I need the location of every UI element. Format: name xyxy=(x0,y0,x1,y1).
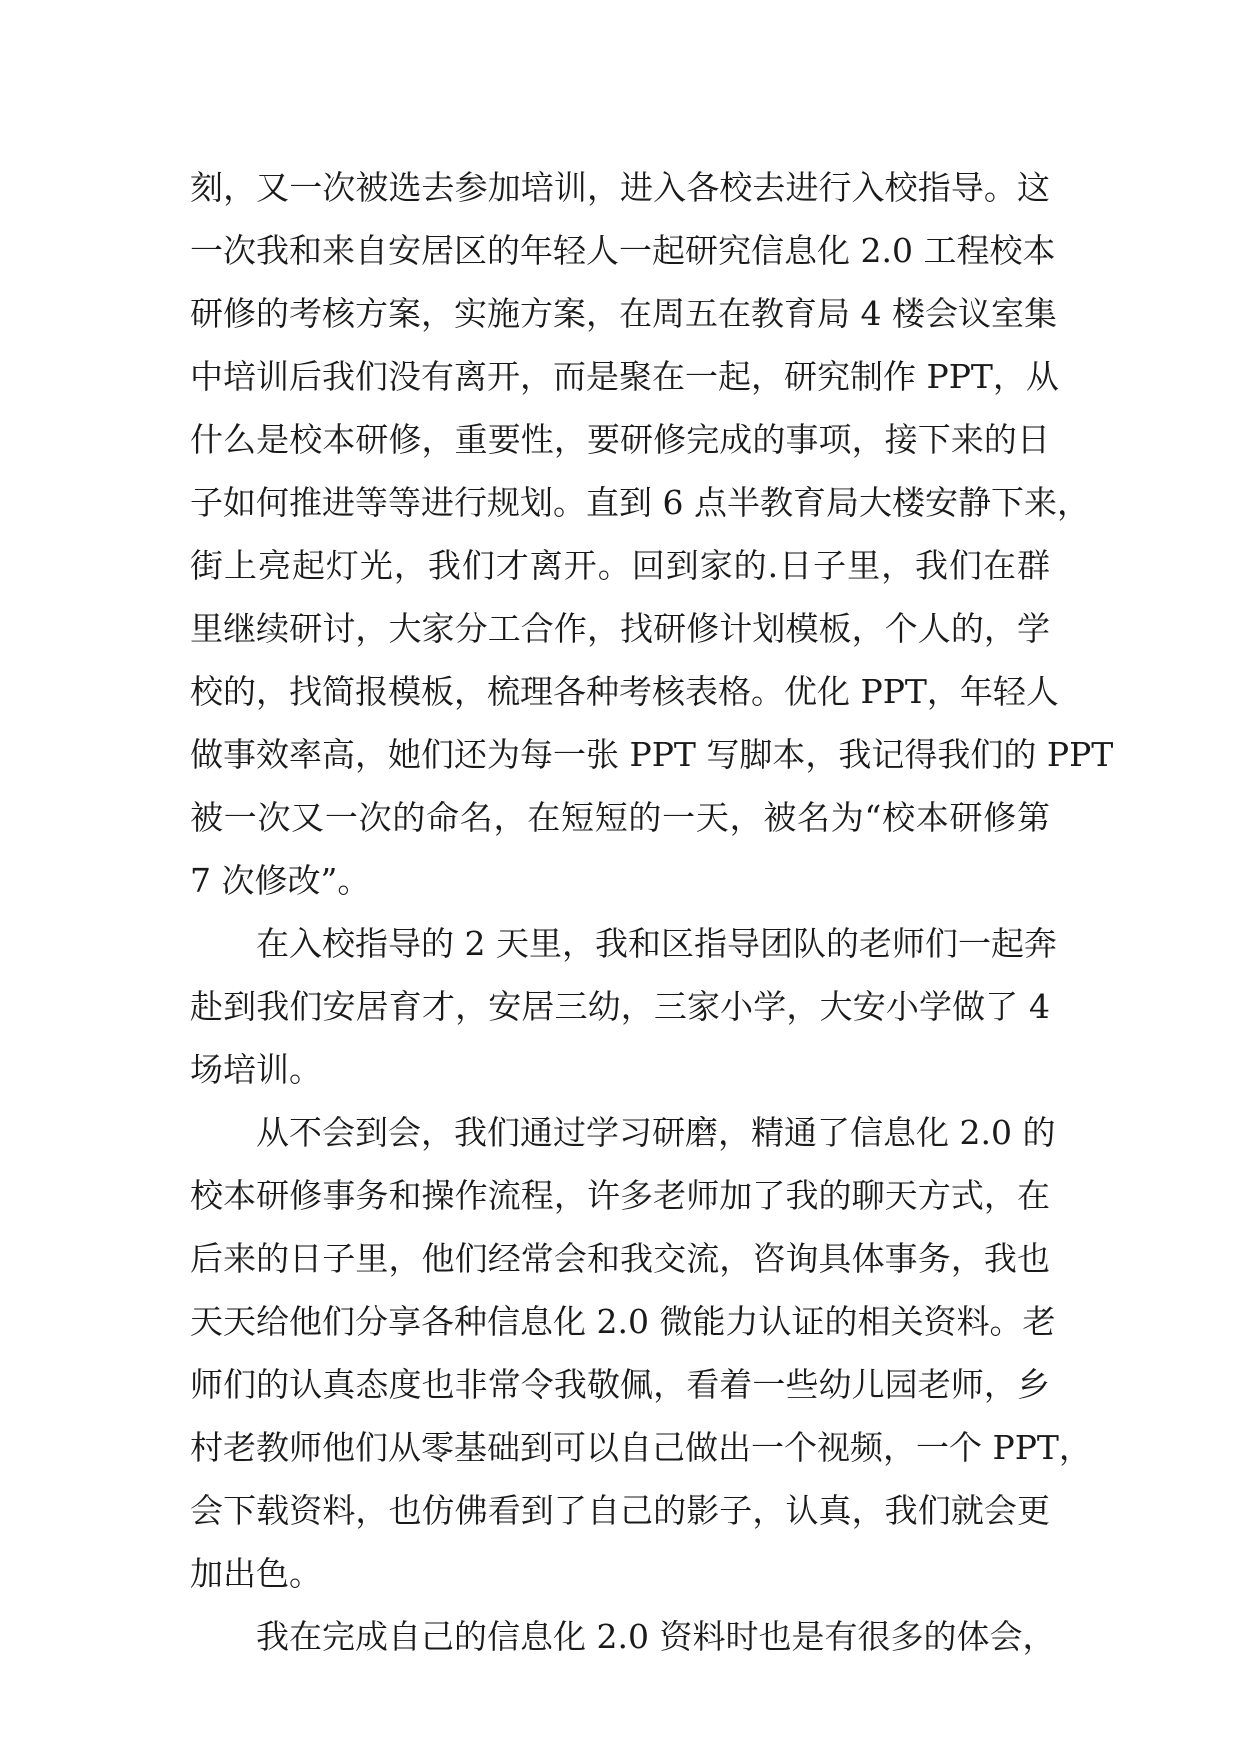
paragraph-first-line: 在入校指导的 2 天里，我和区指导团队的老师们一起奔 xyxy=(256,924,1057,963)
text-line: 研修的考核方案，实施方案，在周五在教育局 4 楼会议室集 xyxy=(190,294,1057,333)
text-line: 刻，又一次被选去参加培训，进入各校去进行入校指导。这 xyxy=(190,168,1050,207)
text-line: 加出色。 xyxy=(190,1554,322,1593)
text-line: 村老教师他们从零基础到可以自己做出一个视频，一个 PPT， xyxy=(190,1428,1092,1467)
text-line: 会下载资料，也仿佛看到了自己的影子，认真，我们就会更 xyxy=(190,1491,1050,1530)
text-line: 校本研修事务和操作流程，许多老师加了我的聊天方式，在 xyxy=(190,1176,1050,1215)
text-line: 中培训后我们没有离开，而是聚在一起，研究制作 PPT，从 xyxy=(190,357,1059,396)
text-line: 天天给他们分享各种信息化 2.0 微能力认证的相关资料。老 xyxy=(190,1302,1056,1341)
text-line: 里继续研讨，大家分工合作，找研修计划模板，个人的，学 xyxy=(190,609,1050,648)
text-line: 被一次又一次的命名，在短短的一天，被名为“校本研修第 xyxy=(190,798,1050,837)
text-line: 场培训。 xyxy=(190,1050,322,1089)
text-line: 一次我和来自安居区的年轻人一起研究信息化 2.0 工程校本 xyxy=(190,231,1056,270)
text-line: 7 次修改”。 xyxy=(190,861,371,900)
text-line: 街上亮起灯光，我们才离开。回到家的.日子里，我们在群 xyxy=(190,546,1050,585)
text-line: 后来的日子里，他们经常会和我交流，咨询具体事务，我也 xyxy=(190,1239,1050,1278)
text-line: 什么是校本研修，重要性，要研修完成的事项，接下来的日 xyxy=(190,420,1050,459)
text-line: 校的，找简报模板，梳理各种考核表格。优化 PPT，年轻人 xyxy=(190,672,1059,711)
text-line: 做事效率高，她们还为每一张 PPT 写脚本，我记得我们的 PPT xyxy=(190,735,1114,774)
paragraph-first-line: 我在完成自己的信息化 2.0 资料时也是有很多的体会， xyxy=(256,1617,1056,1656)
paragraph-first-line: 从不会到会，我们通过学习研磨，精通了信息化 2.0 的 xyxy=(256,1113,1056,1152)
document-body xyxy=(190,156,1114,1668)
text-line: 赴到我们安居育才，安居三幼，三家小学，大安小学做了 4 xyxy=(190,987,1050,1026)
text-line: 子如何推进等等进行规划。直到 6 点半教育局大楼安静下来， xyxy=(190,483,1090,522)
text-line: 师们的认真态度也非常令我敬佩，看着一些幼儿园老师，乡 xyxy=(190,1365,1050,1404)
